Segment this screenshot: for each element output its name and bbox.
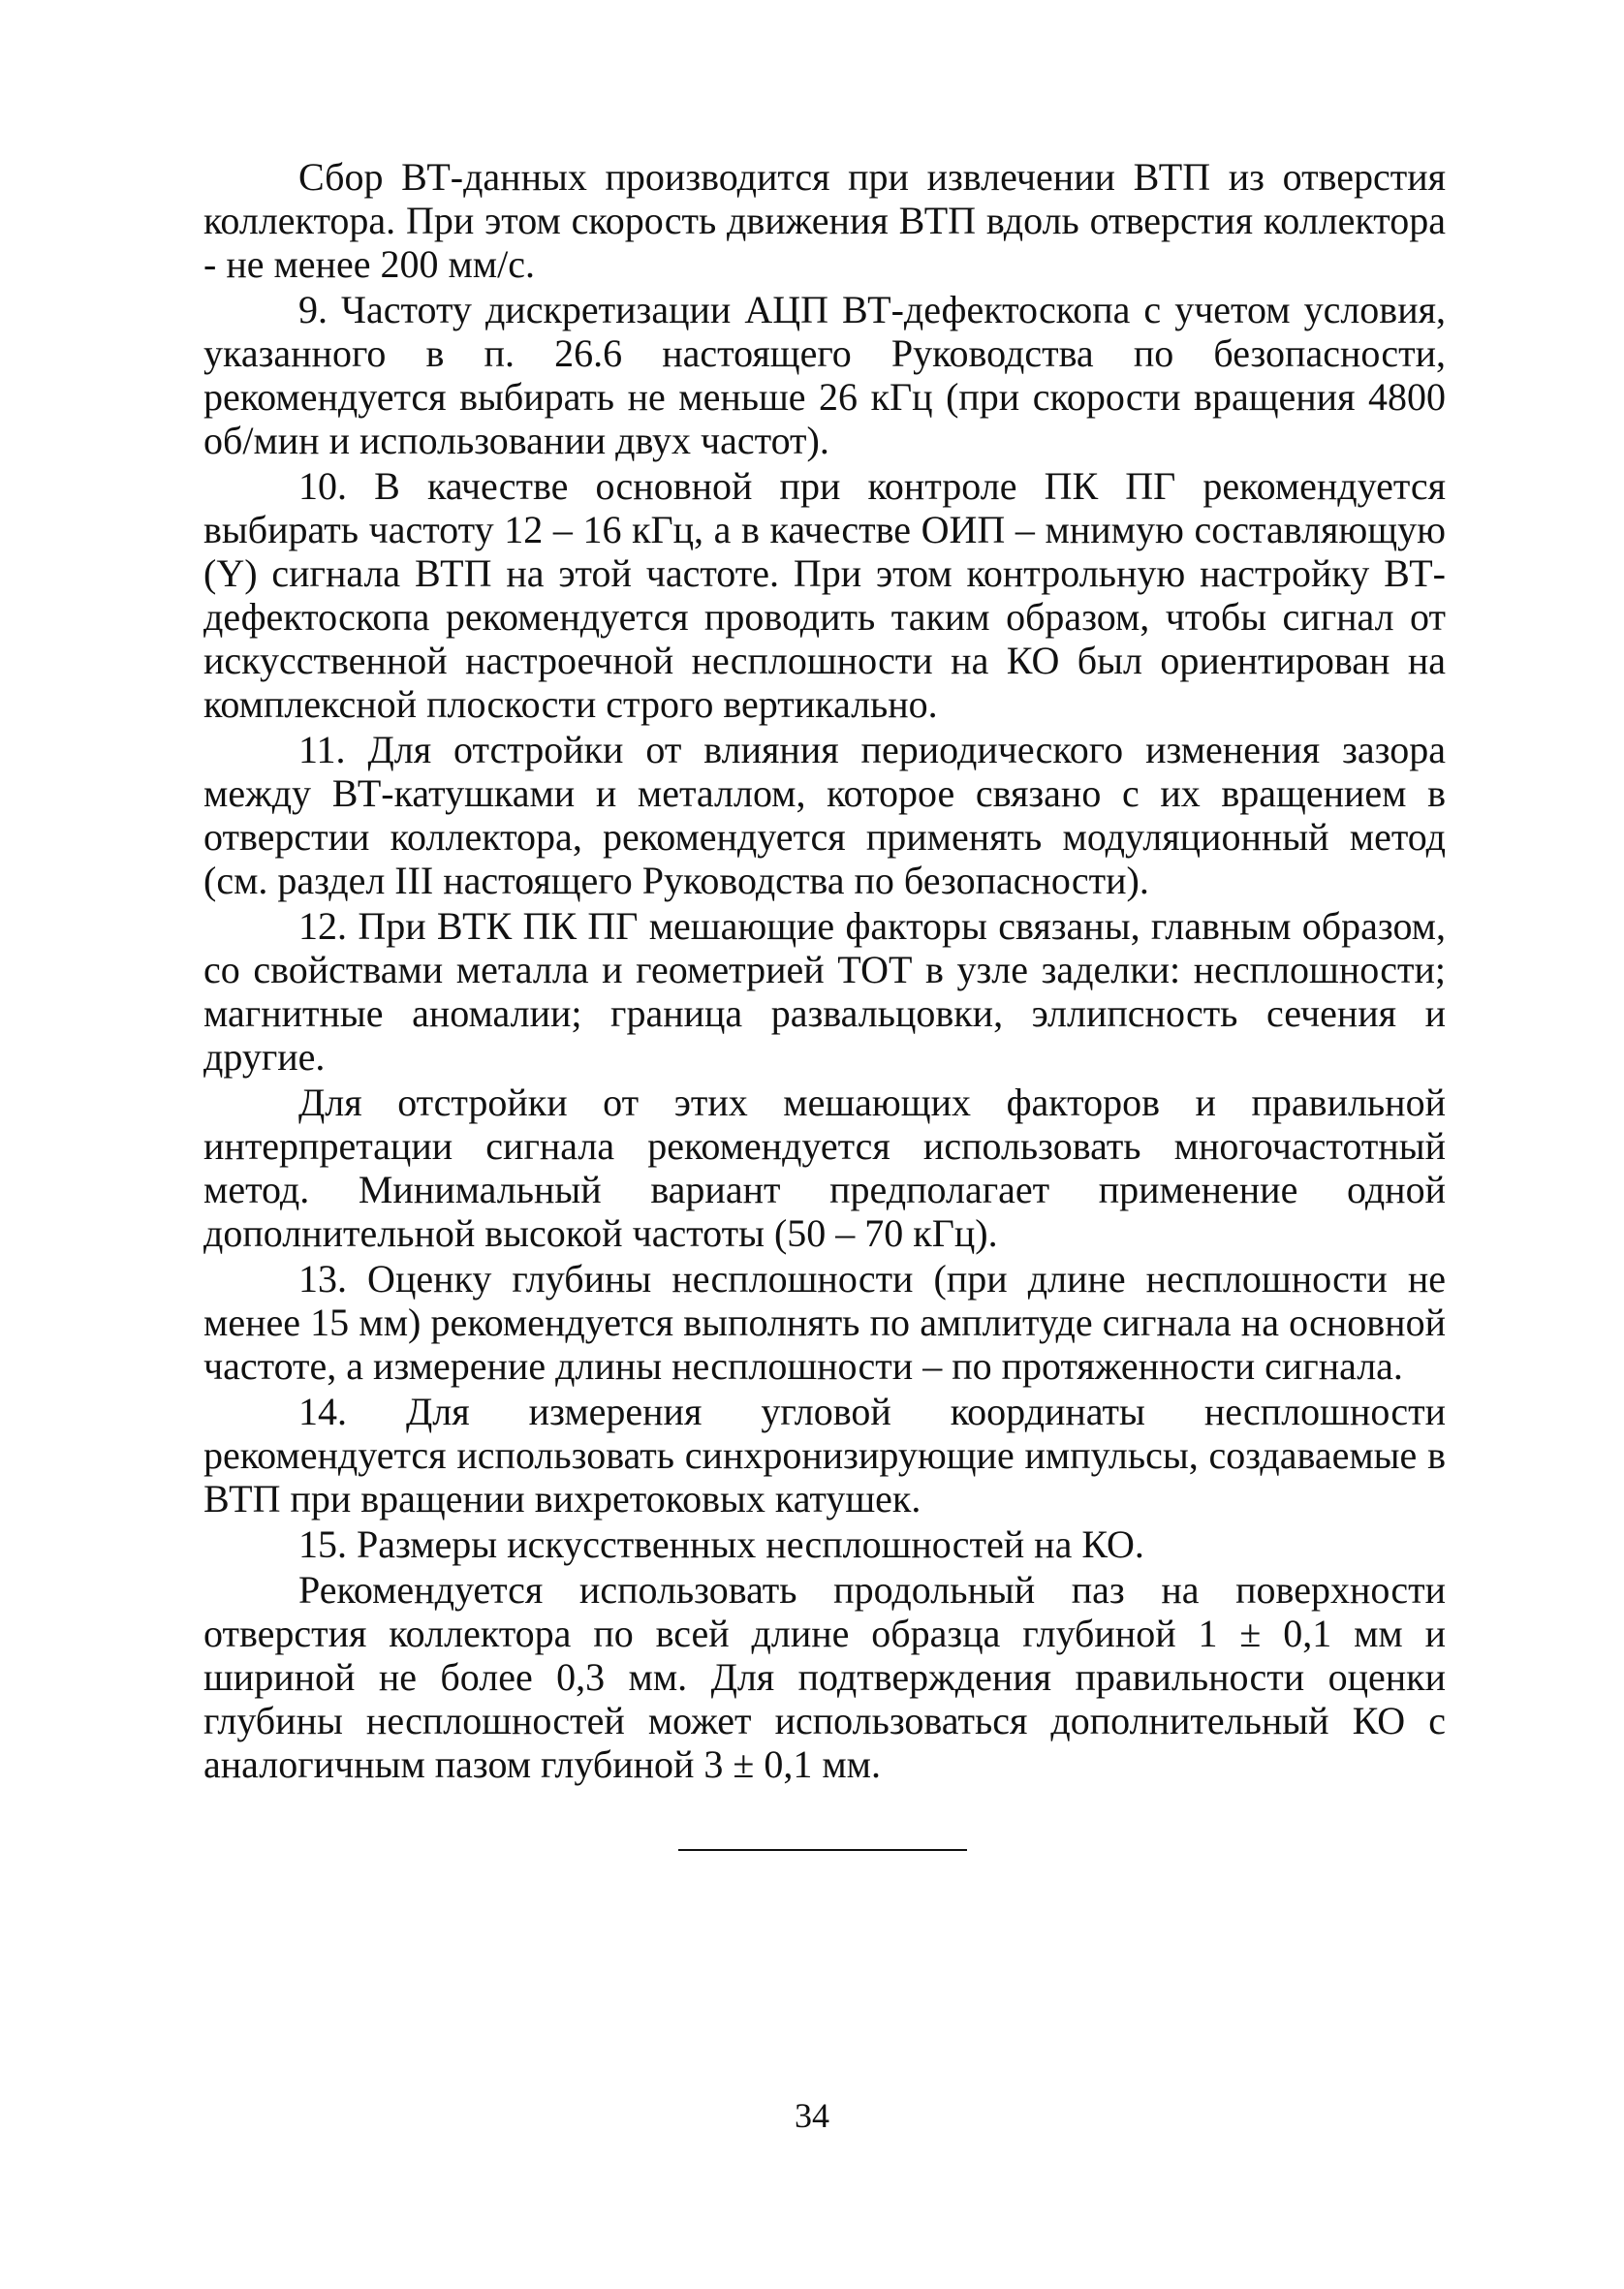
paragraph-groove-dimensions: Рекомендуется использовать продольный паз на поверхности отверстия коллектора по всей длине образца глубиной 1 ± 0,1 мм и шириной не более 0,3 мм. Для подтверждения правильности оценки глубины несплошностей может использоваться дополнительный КО с аналогичным пазом глубиной 3 ± 0,1 мм. [203, 1568, 1446, 1786]
body-text [203, 155, 1446, 1788]
paragraph-item-9: 9. Частоту дискретизации АЦП ВТ-дефектоскопа с учетом условия, указанного в п. 26.6 настоящего Руководства по безопасности, рекомендуется выбирать не меньше 26 кГц (при скорости вращения 4800 об/мин и использовании двух частот). [203, 288, 1446, 462]
paragraph-item-11: 11. Для отстройки от влияния периодического изменения зазора между ВТ-катушками и металлом, которое связано с их вращением в отверстии коллектора, рекомендуется применять модуляционный метод (см. раздел III настоящего Руководства по безопасности). [203, 728, 1446, 902]
paragraph-vt-data-collection: Сбор ВТ-данных производится при извлечении ВТП из отверстия коллектора. При этом скорость движения ВТП вдоль отверстия коллектора - не менее 200 мм/с. [203, 155, 1446, 286]
paragraph-item-14: 14. Для измерения угловой координаты несплошности рекомендуется использовать синхронизирующие импульсы, создаваемые в ВТП при вращении вихретоковых катушек. [203, 1390, 1446, 1521]
paragraph-item-12: 12. При ВТК ПК ПГ мешающие факторы связаны, главным образом, со свойствами металла и геометрией ТОТ в узле заделки: несплошности; магнитные аномалии; граница развальцовки, эллипсность сечения и другие. [203, 904, 1446, 1079]
page-number: 34 [795, 2096, 829, 2135]
paragraph-multifrequency-method: Для отстройки от этих мешающих факторов и правильной интерпретации сигнала рекомендуется использовать многочастотный метод. Минимальный вариант предполагает применение одной дополнительной высокой частоты (50 – 70 кГц). [203, 1081, 1446, 1255]
end-divider [678, 1849, 967, 1851]
paragraph-item-13: 13. Оценку глубины несплошности (при длине несплошности не менее 15 мм) рекомендуется выполнять по амплитуде сигнала на основной частоте, а измерение длины несплошности – по протяженности сигнала. [203, 1257, 1446, 1388]
paragraph-item-10: 10. В качестве основной при контроле ПК ПГ рекомендуется выбирать частоту 12 – 16 кГц, а в качестве ОИП – мнимую составляющую (Y) сигнала ВТП на этой частоте. При этом контрольную настройку ВТ-дефектоскопа рекомендуется проводить таким образом, чтобы сигнал от искусственной настроечной несплошности на КО был ориентирован на комплексной плоскости строго вертикально. [203, 464, 1446, 726]
paragraph-item-15: 15. Размеры искусственных несплошностей на КО. [298, 1522, 1144, 1566]
